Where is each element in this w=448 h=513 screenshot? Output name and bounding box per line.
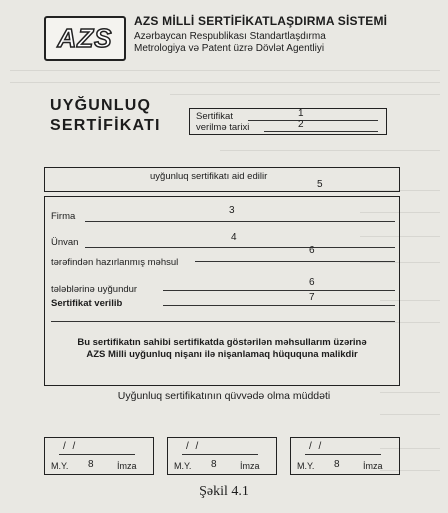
validity-title: Uyğunluq sertifikatının qüvvədə olma müddəti <box>117 390 331 402</box>
applies-to-number: 5 <box>317 179 323 190</box>
certificate-issued-label: Sertifikat verilib <box>51 298 123 309</box>
manufactured-product-label: tərəfindən hazırlanmış məhsul <box>51 257 179 268</box>
field-number: 8 <box>334 459 340 470</box>
logo-text: AZS <box>57 23 113 53</box>
certificate-form <box>44 196 400 386</box>
certificate-number: 1 <box>298 108 304 119</box>
date-slashes: / / <box>186 441 201 452</box>
rights-notice <box>45 337 399 361</box>
org-title: AZS MİLLİ SERTİFİKATLAŞDIRMA SİSTEMİ <box>134 14 388 28</box>
field-number: 8 <box>211 459 217 470</box>
org-line-2: Metrologiya və Patent üzrə Dövlət Agentliyi <box>134 43 325 54</box>
date-slashes: / / <box>63 441 78 452</box>
signature-label: İmza <box>240 461 260 471</box>
issue-date-label: verilmə tarixi <box>196 122 250 133</box>
unvan-number: 4 <box>231 232 237 243</box>
seal-label: M.Y. <box>174 461 192 471</box>
rights-notice-line-2: AZS Milli uyğunluq nişanı ilə nişanlamaq hüququna malikdir <box>86 349 358 360</box>
applies-to-box <box>44 167 400 192</box>
validity-block-2 <box>167 437 277 475</box>
certificate-number-box <box>189 108 387 135</box>
certificate-issued-number: 7 <box>309 292 315 303</box>
seal-label: M.Y. <box>297 461 315 471</box>
seal-label: M.Y. <box>51 461 69 471</box>
signature-label: İmza <box>363 461 383 471</box>
date-slashes: / / <box>309 441 324 452</box>
applies-to-label: uyğunluq sertifikatı aid edilir <box>150 171 268 182</box>
unvan-label: Ünvan <box>51 237 79 248</box>
conforms-label: tələblərinə uyğundur <box>51 284 138 295</box>
manufactured-product-number: 6 <box>309 245 315 256</box>
field-number: 8 <box>88 459 94 470</box>
validity-block-3 <box>290 437 400 475</box>
figure-caption: Şəkil 4.1 <box>199 484 249 499</box>
signature-label: İmza <box>117 461 137 471</box>
certificate-label: Sertifikat <box>196 111 233 122</box>
firma-label: Firma <box>51 211 76 222</box>
title-line-1: UYĞUNLUQ <box>50 97 152 114</box>
org-line-1: Azərbaycan Respublikası Standartlaşdırma <box>134 31 326 42</box>
azs-logo <box>44 16 126 61</box>
validity-block-1 <box>44 437 154 475</box>
title-line-2: SERTİFİKATI <box>50 117 161 134</box>
rights-notice-line-1: Bu sertifikatın sahibi sertifikatda göstərilən məhsullarım üzərinə <box>77 337 367 348</box>
firma-number: 3 <box>229 205 235 216</box>
issue-date-number: 2 <box>298 119 304 130</box>
conforms-number: 6 <box>309 277 315 288</box>
